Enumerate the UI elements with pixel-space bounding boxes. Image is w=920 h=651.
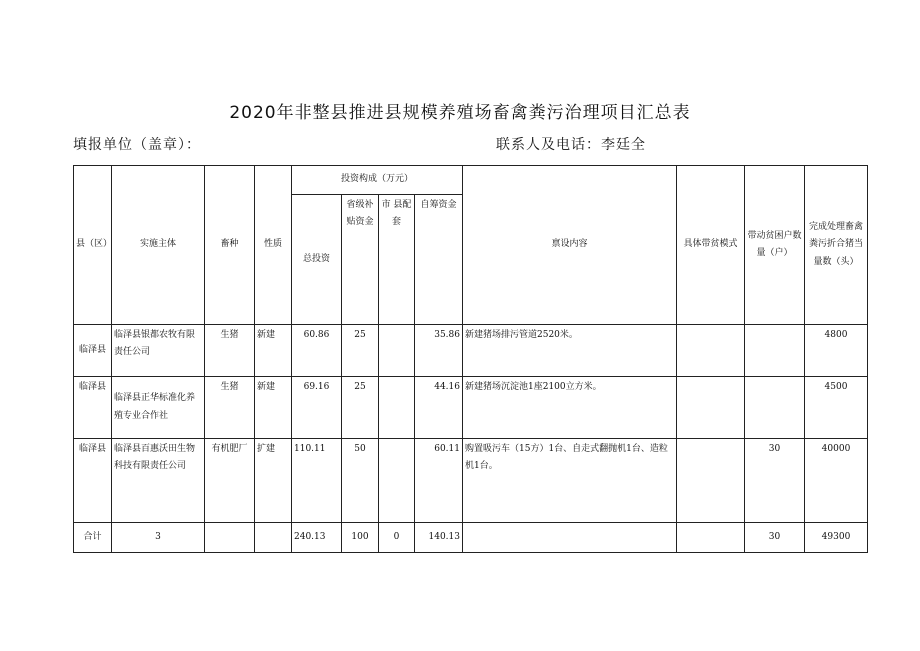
- page-title: 2020年非整县推进县规模养殖场畜禽粪污治理项目汇总表: [229, 103, 691, 123]
- cell-mode: [677, 325, 745, 377]
- total-nature-empty: [255, 523, 292, 553]
- cell-livestock: 生猪: [205, 377, 255, 439]
- total-livestock-empty: [205, 523, 255, 553]
- total-city-county: 0: [379, 523, 415, 553]
- summary-table: [73, 165, 868, 553]
- total-row: [74, 523, 868, 553]
- header-pig-equivalent: 完成处理畜禽粪污折合猪当量数（头）: [805, 166, 868, 325]
- cell-nature: 新建: [255, 377, 292, 439]
- cell-provincial: 50: [342, 439, 379, 523]
- header-self: 自筹资金: [415, 195, 463, 325]
- header-investment-group: 投资构成（万元）: [292, 166, 463, 195]
- table-row: [74, 377, 868, 439]
- cell-city-county: [379, 325, 415, 377]
- cell-self: 35.86: [415, 325, 463, 377]
- header-livestock: 畜种: [205, 166, 255, 325]
- total-equivalent: 49300: [805, 523, 868, 553]
- cell-provincial: 25: [342, 325, 379, 377]
- total-mode-empty: [677, 523, 745, 553]
- cell-mode: [677, 377, 745, 439]
- cell-households: [745, 325, 805, 377]
- header-poverty-mode: 具体带贫模式: [677, 166, 745, 325]
- cell-content: 新建猪场排污管道2520米。: [463, 325, 677, 377]
- header-county: 县（区）: [74, 166, 112, 325]
- cell-equivalent: 40000: [805, 439, 868, 523]
- cell-equivalent: 4800: [805, 325, 868, 377]
- header-nature: 性质: [255, 166, 292, 325]
- total-label: 合计: [74, 523, 112, 553]
- cell-households: 30: [745, 439, 805, 523]
- header-entity: 实施主体: [112, 166, 205, 325]
- cell-equivalent: 4500: [805, 377, 868, 439]
- total-entity-count: 3: [112, 523, 205, 553]
- total-content-empty: [463, 523, 677, 553]
- header-row-1: [74, 166, 868, 195]
- cell-county: 临泽县: [74, 325, 112, 377]
- cell-nature: 新建: [255, 325, 292, 377]
- cell-entity: 临泽县正华标准化养殖专业合作社: [112, 377, 205, 439]
- table-row: [74, 439, 868, 523]
- cell-entity: 临泽县银都农牧有限责任公司: [112, 325, 205, 377]
- cell-city-county: [379, 377, 415, 439]
- table-row: [74, 325, 868, 377]
- cell-livestock: 有机肥厂: [205, 439, 255, 523]
- cell-self: 44.16: [415, 377, 463, 439]
- header-total: 总投资: [292, 195, 342, 325]
- cell-total: 110.11: [292, 439, 342, 523]
- cell-self: 60.11: [415, 439, 463, 523]
- header-provincial: 省级补贴资金: [342, 195, 379, 325]
- cell-households: [745, 377, 805, 439]
- header-content: 禀设内容: [463, 166, 677, 325]
- total-self: 140.13: [415, 523, 463, 553]
- cell-county: 临泽县: [74, 439, 112, 523]
- cell-content: 新建猪场沉淀池1座2100立方米。: [463, 377, 677, 439]
- cell-content: 购置吸污车（15方）1台、自走式翻抛机1台、造粒机1台。: [463, 439, 677, 523]
- cell-entity: 临泽县百惠沃田生物科技有限责任公司: [112, 439, 205, 523]
- header-city-county: 市 县配套: [379, 195, 415, 325]
- cell-nature: 扩建: [255, 439, 292, 523]
- header-poor-households: 带动贫困户数量（户）: [745, 166, 805, 325]
- cell-livestock: 生猪: [205, 325, 255, 377]
- cell-city-county: [379, 439, 415, 523]
- fill-unit-label: 填报单位（盖章）：: [73, 137, 201, 153]
- total-provincial: 100: [342, 523, 379, 553]
- cell-provincial: 25: [342, 377, 379, 439]
- total-total: 240.13: [292, 523, 342, 553]
- cell-total: 69.16: [292, 377, 342, 439]
- cell-county: 临泽县: [74, 377, 112, 439]
- total-households: 30: [745, 523, 805, 553]
- cell-mode: [677, 439, 745, 523]
- contact-label: 联系人及电话：李廷全: [496, 137, 646, 153]
- cell-total: 60.86: [292, 325, 342, 377]
